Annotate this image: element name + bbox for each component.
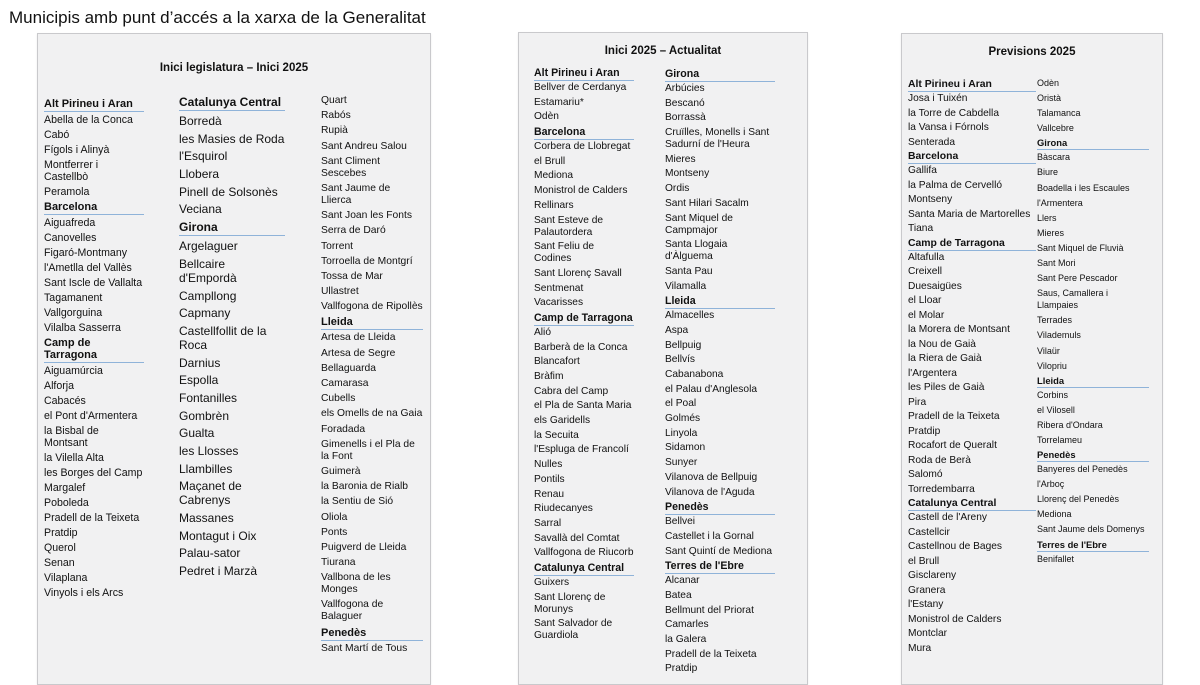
panel2-column-1 [534,66,634,645]
region-heading: Lleida [665,295,775,309]
municipality-item: Veciana [179,202,222,217]
municipality-item: Alcanar [665,575,700,587]
municipality-item: Gallifa [908,165,937,176]
municipality-item: Rabós [321,110,351,122]
municipality-item: Cubells [321,393,356,405]
region-heading: Girona [179,220,285,236]
municipality-item: Odèn [534,111,559,123]
region-heading: Catalunya Central [534,562,634,576]
municipality-item: Sant Pere Pescador [1037,273,1118,284]
region-heading: Girona [1037,137,1149,150]
municipality-item: Arbúcies [665,83,705,94]
panel1-column-1 [44,97,144,602]
municipality-item: el Vilosell [1037,404,1075,415]
region-heading: Penedès [1037,449,1149,462]
municipality-item: Fígols i Alinyà [44,144,110,156]
municipality-item: Mediona [1037,509,1072,520]
region-heading: Camp de Tarragona [908,238,1036,251]
municipality-item: Vinyols i els Arcs [44,587,124,599]
municipality-item: Abella de la Conca [44,114,133,126]
municipality-item: Sant Martí de Tous [321,642,408,654]
municipality-item: Darnius [179,355,221,370]
municipality-item: Bellpuig [665,339,702,351]
panel-previsions-2025 [901,33,1163,685]
municipality-item: Borredà [179,114,222,128]
municipality-item: Peramola [44,186,90,198]
municipality-item: Bescanó [665,97,705,109]
municipality-item: Massanes [179,511,234,526]
municipality-item: Pratdip [908,425,941,437]
region-heading: Camp de Tarragona [44,337,144,363]
municipality-item: Sant Esteve de Palautordera [534,214,604,238]
municipality-item: Tiana [908,223,934,234]
municipality-item: Montseny [665,168,710,180]
municipality-item: Pratdip [44,527,78,539]
panel-inici-legislatura [37,33,431,685]
municipality-item: Renau [534,488,565,500]
municipality-item: el Molar [908,309,945,321]
municipality-item: Mediona [534,170,574,182]
municipality-item: Sant Miquel de Fluvià [1037,242,1124,253]
region-heading: Barcelona [908,151,1036,164]
municipality-item: Castellnou de Bages [908,541,1003,552]
region-heading: Barcelona [534,126,634,140]
municipality-item: el Pla de Santa Maria [534,400,632,412]
region-heading: Lleida [321,316,423,330]
municipality-item: la Palma de Cervelló [908,179,1002,191]
municipality-item: Vilanova de Bellpuig [665,471,758,483]
municipality-item: Pinell de Solsonès [179,184,278,199]
municipality-item: Pira [908,396,927,408]
municipality-item: Alforja [44,380,75,392]
municipality-item: l'Estany [908,599,944,610]
municipality-item: Vallfogona de Balaguer [321,599,384,623]
municipality-item: Vallgorguina [44,307,103,319]
municipality-item: Rocafort de Queralt [908,440,997,451]
municipality-item: Sentmenat [534,282,584,294]
municipality-item: Sant Jaume de Llierca [321,182,391,206]
municipality-item: la Secuita [534,429,579,441]
municipality-item: Montagut i Oix [179,528,257,543]
municipality-item: les Piles de Gaià [908,382,985,393]
municipality-item: el Poal [665,398,697,410]
municipality-item: Sant Hilari Sacalm [665,197,749,209]
municipality-item: Biure [1037,167,1059,178]
municipality-item: la Baronia de Rialb [321,481,409,493]
municipality-item: Savallà del Comtat [534,532,620,544]
municipality-item: Artesa de Segre [321,347,396,359]
municipality-item: Poboleda [44,497,89,509]
panel3-column-1 [908,78,1036,657]
municipality-item: les Masies de Roda [179,131,285,146]
municipality-item: Golmés [665,413,701,425]
municipality-item: Batea [665,589,692,601]
municipality-item: la Vilella Alta [44,452,104,464]
region-heading: Lleida [1037,375,1149,388]
municipality-item: Nulles [534,459,563,471]
municipality-item: Pradell de la Teixeta [44,512,140,524]
panel-inici-2025-actualitat [518,32,808,685]
municipality-item: Sant Feliu de Codines [534,241,595,265]
municipality-item: Sant Climent Sescebes [321,155,380,179]
municipality-item: Blancafort [534,356,580,368]
municipality-item: Monistrol de Calders [908,613,1002,625]
municipality-item: Bellvei [665,516,696,528]
municipality-item: Oristà [1037,93,1062,104]
municipality-item: Sidamon [665,442,706,454]
municipality-item: Estamariu* [534,96,584,108]
municipality-item: Senterada [908,136,956,148]
municipality-item: Figaró-Montmany [44,247,128,259]
municipality-item: Creixell [908,266,942,277]
municipality-item: Josa i Tuixén [908,93,968,104]
municipality-item: el Lloar [908,295,942,306]
municipality-item: Pontils [534,473,565,485]
municipality-item: Vilaür [1037,345,1060,356]
municipality-item: Quart [321,95,347,106]
municipality-item: Fontanilles [179,390,238,405]
municipality-item: Benifallet [1037,553,1075,564]
municipality-item: Vilaplana [44,572,88,584]
municipality-item: Guixers [534,576,570,588]
municipality-item: Roda de Berà [908,454,971,466]
municipality-item: Mura [908,642,932,654]
municipality-item: Rupià [321,125,348,137]
municipality-item: Gimenells i el Pla de la Font [321,438,415,462]
municipality-item: Camarles [665,619,709,631]
municipality-item: Mieres [665,153,696,165]
municipality-item: Aiguamúrcia [44,365,103,377]
municipality-item: Cabacés [44,395,86,407]
municipality-item: el Brull [908,555,940,567]
municipality-item: Sarral [534,517,562,529]
municipality-item: Gombrèn [179,408,230,423]
municipality-item: Cabra del Camp [534,385,609,397]
municipality-item: Llobera [179,167,220,182]
municipality-item: Gisclareny [908,570,957,581]
municipality-item: l'Armentera [1037,197,1083,208]
municipality-item: Granera [908,584,946,596]
municipality-item: Bellvís [665,354,696,366]
municipality-item: Senan [44,557,75,569]
municipality-item: la Nou de Gaià [908,338,976,350]
municipality-item: l'Ametlla del Vallès [44,262,132,274]
region-heading: Girona [665,68,775,82]
municipality-item: Sant Quintí de Mediona [665,545,773,557]
municipality-item: Ribera d'Ondara [1037,419,1103,430]
municipality-item: Montferrer i Castellbò [44,159,99,183]
municipality-item: Corbera de Llobregat [534,141,631,153]
municipality-item: Espolla [179,373,219,388]
municipality-item: les Llosses [179,444,239,458]
region-heading: Penedès [321,627,423,641]
municipality-item: Saus, Camallera i Llampaies [1037,288,1109,311]
municipality-item: Camarasa [321,378,369,389]
municipality-item: Santa Pau [665,265,713,277]
municipality-item: el Pont d'Armentera [44,410,138,422]
municipality-item: Pradell de la Teixeta [665,648,757,660]
municipality-item: la Vansa i Fórnols [908,122,989,133]
municipality-item: Gualta [179,426,215,441]
municipality-item: Aspa [665,324,689,336]
municipality-item: Pedret i Marzà [179,564,258,579]
municipality-item: Linyola [665,427,698,439]
municipality-item: Querol [44,542,76,554]
municipality-item: Montclar [908,628,948,639]
municipality-item: la Galera [665,634,707,645]
municipality-item: Castell de l'Areny [908,512,987,523]
municipality-item: Sant Joan les Fonts [321,210,413,222]
municipality-item: Maçanet de Cabrenys [179,479,242,508]
municipality-item: Boadella i les Escaules [1037,182,1130,193]
municipality-item: Bellcaire d'Empordà [179,256,237,285]
municipality-item: l'Argentera [908,367,957,379]
municipality-item: el Palau d'Anglesola [665,383,758,395]
municipality-item: Vilopriu [1037,360,1067,371]
region-heading: Terres de l'Ebre [1037,539,1149,552]
municipality-item: Oliola [321,511,348,523]
municipality-item: Margalef [44,482,86,494]
municipality-item: Sant Iscle de Vallalta [44,277,143,289]
municipality-item: Mieres [1037,227,1065,238]
region-heading: Terres de l'Ebre [665,560,775,574]
municipality-item: Argelaguer [179,239,238,254]
municipality-item: Pradell de la Teixeta [908,411,1000,422]
panel-title: Inici legislatura – Inici 2025 [159,62,309,74]
municipality-item: la Torre de Cabdella [908,107,999,119]
municipality-item: la Sentiu de Sió [321,496,394,508]
municipality-item: Sunyer [665,457,698,469]
municipality-item: Monistrol de Calders [534,185,628,197]
municipality-item: Cruïlles, Monells i Sant Sadurní de l'Heura [665,127,770,151]
page-title: Municipis amb punt d’accés a la xarxa de la Generalitat [9,8,426,27]
municipality-item: Llambilles [179,461,233,476]
municipality-item: Vacarisses [534,297,584,309]
panel2-column-2 [665,67,775,678]
region-heading: Alt Pirineu i Aran [908,79,1036,92]
municipality-item: Santa Maria de Martorelles [908,208,1031,220]
panel1-column-2 [179,94,285,582]
municipality-item: Almacelles [665,310,715,322]
municipality-item: Barberà de la Conca [534,341,628,353]
region-heading: Catalunya Central [179,95,285,111]
municipality-item: Vallfogona de Ripollès [321,301,423,313]
municipality-item: Alió [534,326,551,338]
municipality-item: Vilanova de l'Aguda [665,486,755,498]
municipality-item: Terrades [1037,315,1073,326]
municipality-item: Artesa de Lleida [321,332,396,344]
municipality-item: Torrelameu [1037,434,1083,445]
municipality-item: Vilalba Sasserra [44,322,121,334]
municipality-item: la Morera de Montsant [908,324,1010,335]
region-heading: Catalunya Central [908,498,1036,511]
municipality-item: Capmany [179,306,231,321]
region-heading: Camp de Tarragona [534,311,633,324]
municipality-item: Vallfogona de Riucorb [534,547,634,559]
municipality-item: Bellver de Cerdanya [534,82,627,93]
municipality-item: Castellcir [908,526,950,538]
municipality-item: Castellfollit de la Roca [179,323,267,352]
municipality-item: Cabanabona [665,369,724,380]
municipality-item: Ullastret [321,286,359,298]
panel-title: Inici 2025 – Actualitat [604,45,722,57]
municipality-item: Vilademuls [1037,330,1081,341]
municipality-item: Canovelles [44,232,97,244]
municipality-item: Sant Miquel de Campmajor [665,212,733,236]
region-heading: Alt Pirineu i Aran [534,67,634,81]
municipality-item: Campllong [179,288,237,303]
panel3-column-2 [1037,77,1149,568]
municipality-item: Borrassà [665,112,706,124]
municipality-item: Palau-sator [179,546,241,561]
municipality-item: la Riera de Gaià [908,353,982,364]
municipality-item: el Brull [534,155,566,167]
municipality-item: Vallcebre [1037,123,1074,134]
municipality-item: Llorenç del Penedès [1037,494,1120,505]
municipality-item: Rellinars [534,199,574,211]
municipality-item: Serra de Daró [321,225,386,237]
municipality-item: l'Arboç [1037,479,1065,490]
panel1-column-3 [321,95,423,658]
municipality-item: Torrent [321,240,354,252]
municipality-item: Tossa de Mar [321,270,383,282]
municipality-item: Castellet i la Gornal [665,530,754,542]
municipality-item: Pratdip [665,663,698,675]
municipality-item: Vilamalla [665,280,707,292]
region-heading: Barcelona [44,201,144,215]
municipality-item: l'Espluga de Francolí [534,444,629,456]
municipality-item: Cabó [44,129,70,141]
municipality-item: Duesaigües [908,280,962,292]
municipality-item: Odèn [1037,78,1060,88]
municipality-item: Vallbona de les Monges [321,572,391,596]
municipality-item: Llers [1037,212,1057,223]
municipality-item: Bellaguarda [321,362,376,374]
municipality-item: Ordis [665,183,690,195]
region-heading: Penedès [665,501,775,515]
municipality-item: Santa Llogaia d'Àlguema [665,239,728,263]
municipality-item: els Garidells [534,415,591,427]
municipality-item: Altafulla [908,251,945,263]
panel-title: Previsions 2025 [988,46,1076,58]
municipality-item: Montseny [908,194,953,205]
municipality-item: Tagamanent [44,292,103,304]
municipality-item: Foradada [321,423,366,435]
municipality-item: Sant Salvador de Guardiola [534,618,613,642]
municipality-item: Guimerà [321,465,361,477]
municipality-item: Corbins [1037,389,1069,400]
region-heading: Alt Pirineu i Aran [44,98,144,112]
municipality-item: la Bisbal de Montsant [44,425,99,449]
municipality-item: Sant Llorenç de Morunys [534,591,606,615]
municipality-item: Salomó [908,469,943,480]
municipality-item: els Omells de na Gaia [321,408,423,420]
municipality-item: Sant Llorenç Savall [534,267,622,279]
municipality-item: Riudecanyes [534,503,593,515]
municipality-item: Bellmunt del Priorat [665,604,754,616]
municipality-item: Bàscara [1037,152,1071,163]
municipality-item: Banyeres del Penedès [1037,464,1128,475]
municipality-item: Torroella de Montgrí [321,255,413,267]
municipality-item: Bràfim [534,371,564,382]
municipality-item: Talamanca [1037,108,1081,119]
municipality-item: Sant Mori [1037,258,1076,269]
municipality-item: Aiguafreda [44,217,96,229]
municipality-item: Tiurana [321,557,356,569]
municipality-item: Ponts [321,526,348,538]
municipality-item: Torredembarra [908,483,975,495]
municipality-item: Sant Jaume dels Domenys [1037,524,1145,535]
municipality-item: Sant Andreu Salou [321,140,407,152]
municipality-item: les Borges del Camp [44,467,143,479]
municipality-item: Puigverd de Lleida [321,541,407,553]
municipality-item: l'Esquirol [179,149,228,164]
